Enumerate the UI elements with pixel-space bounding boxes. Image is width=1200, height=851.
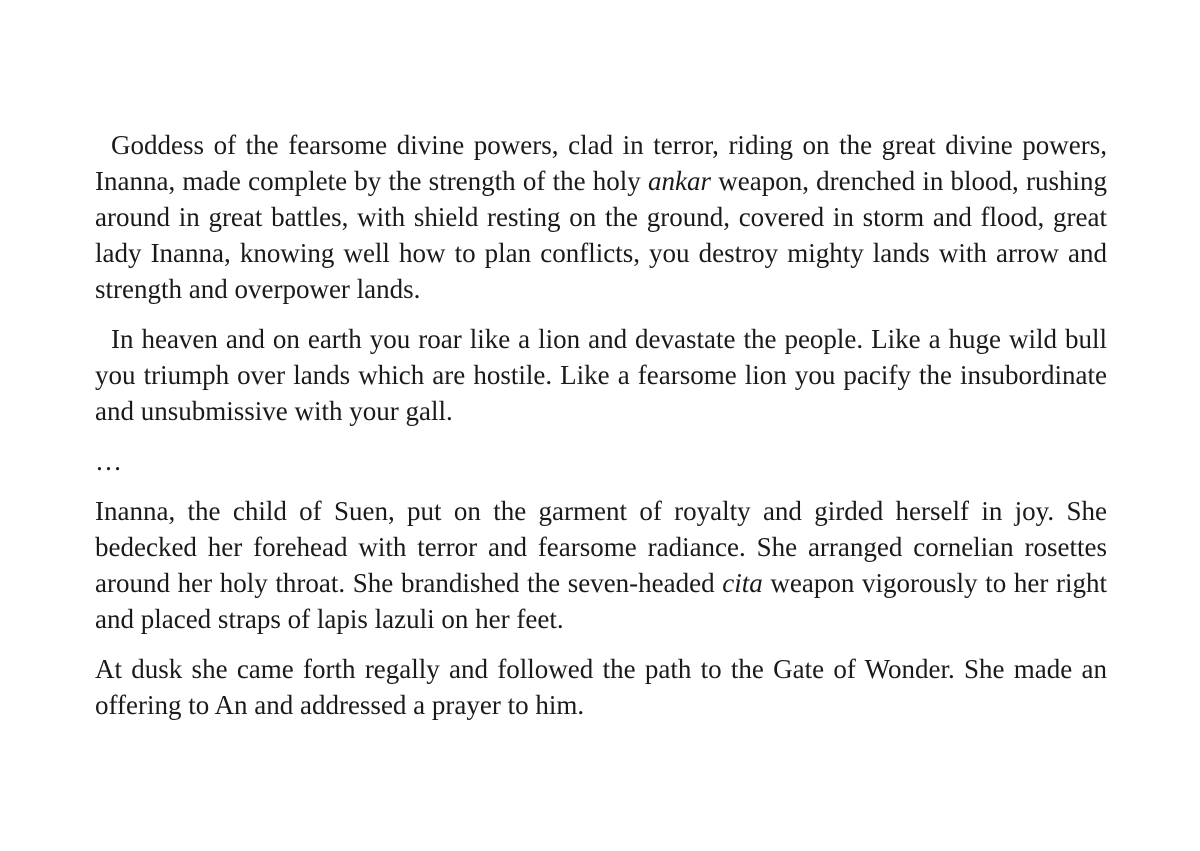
paragraph-inanna-child xyxy=(95,493,1107,637)
paragraph-heaven-earth xyxy=(95,321,1107,429)
italic-term-cita: cita xyxy=(722,568,763,598)
paragraph-at-dusk xyxy=(95,651,1107,723)
paragraph-goddess xyxy=(95,127,1107,307)
paragraph-text: weapon vigorously to her right and placed straps of lapis lazuli on her feet. xyxy=(95,568,1107,634)
paragraph-text: weapon, drenched in blood, rushing around in great battles, with shield resting on the ground, covered in storm and flood, great lady Inanna, knowing well how to plan conflicts, you destroy mighty lands with arrow and strength and overpower lands. xyxy=(95,166,1107,304)
document-page xyxy=(95,127,1107,737)
italic-term-ankar: ankar xyxy=(648,166,712,196)
paragraph-text: At dusk she came forth regally and followed the path to the Gate of Wonder. She made an offering to An and addressed a prayer to him. xyxy=(95,654,1107,720)
paragraph-text: Goddess of the fearsome divine powers, clad in terror, riding on the great divine powers, Inanna, made complete by the strength of the holy xyxy=(95,130,1107,196)
paragraph-text: Inanna, the child of Suen, put on the garment of royalty and girded herself in joy. She bedecked her forehead with terror and fearsome radiance. She arranged cornelian rosettes around her holy throat. She brandished the seven-headed xyxy=(95,496,1107,598)
paragraph-text: In heaven and on earth you roar like a lion and devastate the people. Like a huge wild bull you triumph over lands which are hostile. Like a fearsome lion you pacify the insubordinate and unsubmissive with your gall. xyxy=(95,324,1107,426)
ellipsis-separator: … xyxy=(95,446,124,476)
